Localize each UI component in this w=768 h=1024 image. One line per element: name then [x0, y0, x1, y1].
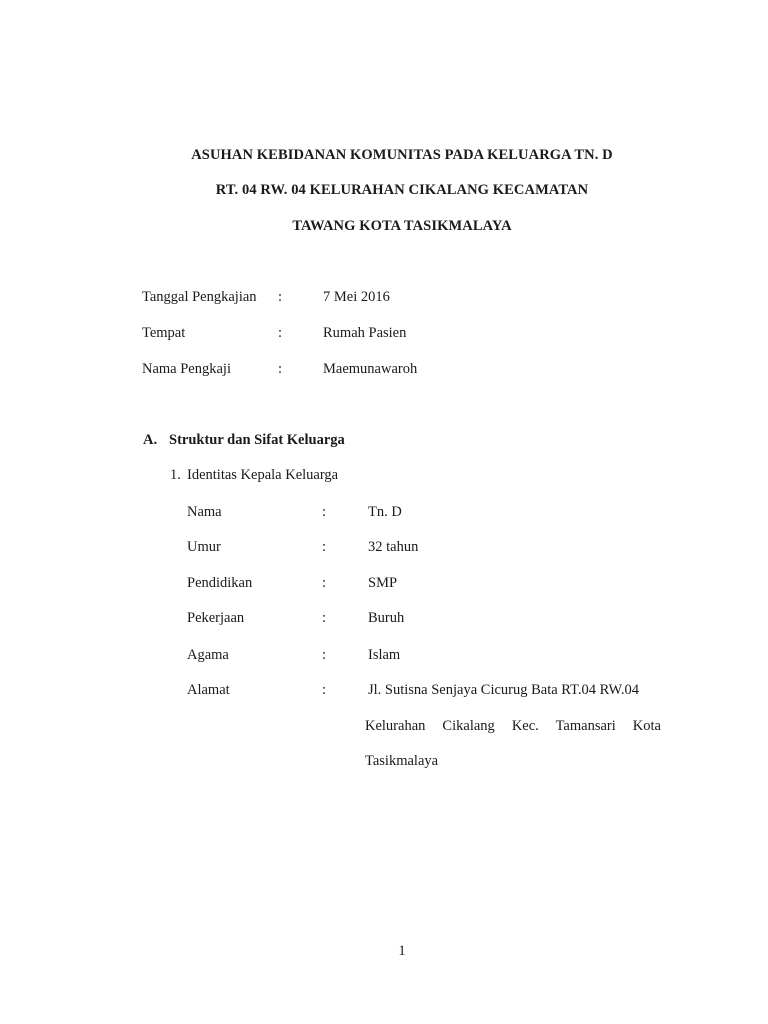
field-value-pekerjaan: Buruh	[368, 610, 405, 626]
field-value-umur: 32 tahun	[368, 539, 419, 555]
title-line-3: TAWANG KOTA TASIKMALAYA	[292, 218, 512, 234]
meta-value-place: Rumah Pasien	[323, 325, 407, 341]
section-title: Struktur dan Sifat Keluarga	[169, 432, 345, 448]
field-value-nama: Tn. D	[368, 504, 402, 520]
meta-colon: :	[278, 289, 283, 305]
field-value-agama: Islam	[368, 647, 401, 663]
field-label-alamat: Alamat	[187, 682, 230, 698]
page-number: 1	[398, 943, 406, 959]
meta-colon: :	[278, 325, 283, 341]
title-line-1: ASUHAN KEBIDANAN KOMUNITAS PADA KELUARGA TN. D	[191, 147, 613, 163]
subsection-number: 1.	[170, 467, 181, 483]
field-label-nama: Nama	[187, 504, 222, 520]
field-colon: :	[322, 539, 327, 555]
field-label-umur: Umur	[187, 539, 221, 555]
address-continuation-line-2: Tasikmalaya	[365, 753, 439, 769]
meta-label-place: Tempat	[142, 325, 186, 341]
field-colon: :	[322, 682, 327, 698]
field-colon: :	[322, 647, 327, 663]
field-value-alamat: Jl. Sutisna Senjaya Cicurug Bata RT.04 RW.04	[368, 682, 639, 698]
field-colon: :	[322, 610, 327, 626]
meta-label-date: Tanggal Pengkajian	[142, 289, 257, 305]
field-label-pekerjaan: Pekerjaan	[187, 610, 245, 626]
title-line-2: RT. 04 RW. 04 KELURAHAN CIKALANG KECAMATAN	[215, 182, 589, 198]
address-continuation-line-1: Kelurahan Cikalang Kec. Tamansari Kota	[365, 718, 661, 734]
meta-colon: :	[278, 361, 283, 377]
field-label-pendidikan: Pendidikan	[187, 575, 253, 591]
meta-value-assessor: Maemunawaroh	[323, 361, 418, 377]
field-colon: :	[322, 504, 327, 520]
meta-value-date: 7 Mei 2016	[323, 289, 390, 305]
subsection-title: Identitas Kepala Keluarga	[187, 467, 339, 483]
field-colon: :	[322, 575, 327, 591]
meta-label-assessor: Nama Pengkaji	[142, 361, 231, 377]
section-letter: A.	[143, 432, 158, 448]
field-value-pendidikan: SMP	[368, 575, 398, 591]
field-label-agama: Agama	[187, 647, 229, 663]
